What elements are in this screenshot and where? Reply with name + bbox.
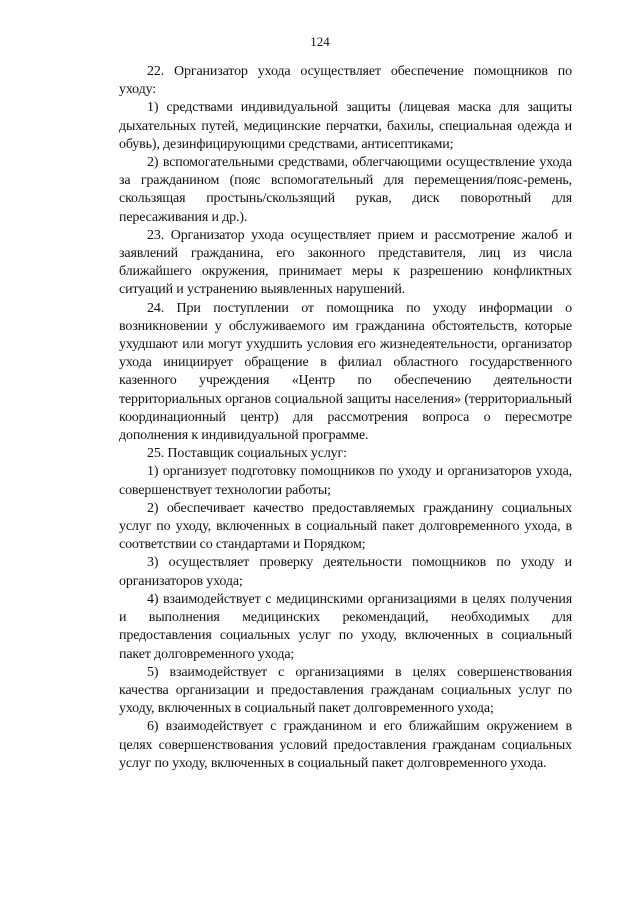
paragraph-25-item-6: 6) взаимодействует с гражданином и его ближайшим окружением в целях совершенствования условий предоставления гражданам социальных услуг по уходу, включенных в социальный пакет долговременного ухода. xyxy=(119,719,572,771)
paragraph-22-item-1: 1) средствами индивидуальной защиты (лицевая маска для защиты дыхательных путей, медицинские перчатки, бахилы, специальная одежда и обувь), дезинфицирующими средствами, антисептиками; xyxy=(119,100,572,152)
paragraph-25-item-2: 2) обеспечивает качество предоставляемых гражданину социальных услуг по уходу, включенных в социальный пакет долговременного ухода, в соответствии со стандартами и Порядком; xyxy=(119,500,572,553)
paragraph-25-item-4: 4) взаимодействует с медицинскими организациями в целях получения и выполнения медицинских рекомендаций, необходимых для предоставления социальных услуг по уходу, включенных в социальный пакет долговременного ухода; xyxy=(119,591,572,662)
paragraph-25-item-3: 3) осуществляет проверку деятельности помощников по уходу и организаторов ухода; xyxy=(119,555,572,589)
paragraph-25-item-5: 5) взаимодействует с организациями в целях совершенствования качества организации и предоставления гражданам социальных услуг по уходу, включенных в социальный пакет долговременного ухода; xyxy=(119,664,572,717)
paragraph-25-item-1: 1) организует подготовку помощников по уходу и организаторов ухода, совершенствует технологии работы; xyxy=(119,464,572,498)
paragraph-23: 23. Организатор ухода осуществляет прием и рассмотрение жалоб и заявлений гражданина, его законного представителя, лиц из числа ближайшего окружения, принимает меры к разрешению конфликтных ситуаций и устранению выявленных нарушений. xyxy=(119,227,572,298)
paragraph-25: 25. Поставщик социальных услуг: xyxy=(147,446,347,462)
paragraph-22-item-2: 2) вспомогательными средствами, облегчающими осуществление ухода за гражданином (пояс вспомогательный для перемещения/пояс-ремень, скользящая простынь/скользящий рукав, диск поворотный для пересаживания и др.). xyxy=(119,155,572,225)
page-number: 124 xyxy=(310,34,330,49)
paragraph-24: 24. При поступлении от помощника по уходу информации о возникновении у обслуживаемого им гражданина обстоятельств, которые ухудшают или могут ухудшить условия его жизнедеятельности, организатор ухода инициирует обращение в филиал областного государственного казенного учреждения «Центр по обеспечению деятельности территориальных органов социальной защиты населения» (территориальный координационный центр) для рассмотрения вопроса о пересмотре дополнения к индивидуальной программе. xyxy=(119,300,572,444)
document-body xyxy=(119,63,572,773)
paragraph-22: 22. Организатор ухода осуществляет обеспечение помощников по уходу: xyxy=(119,64,572,98)
